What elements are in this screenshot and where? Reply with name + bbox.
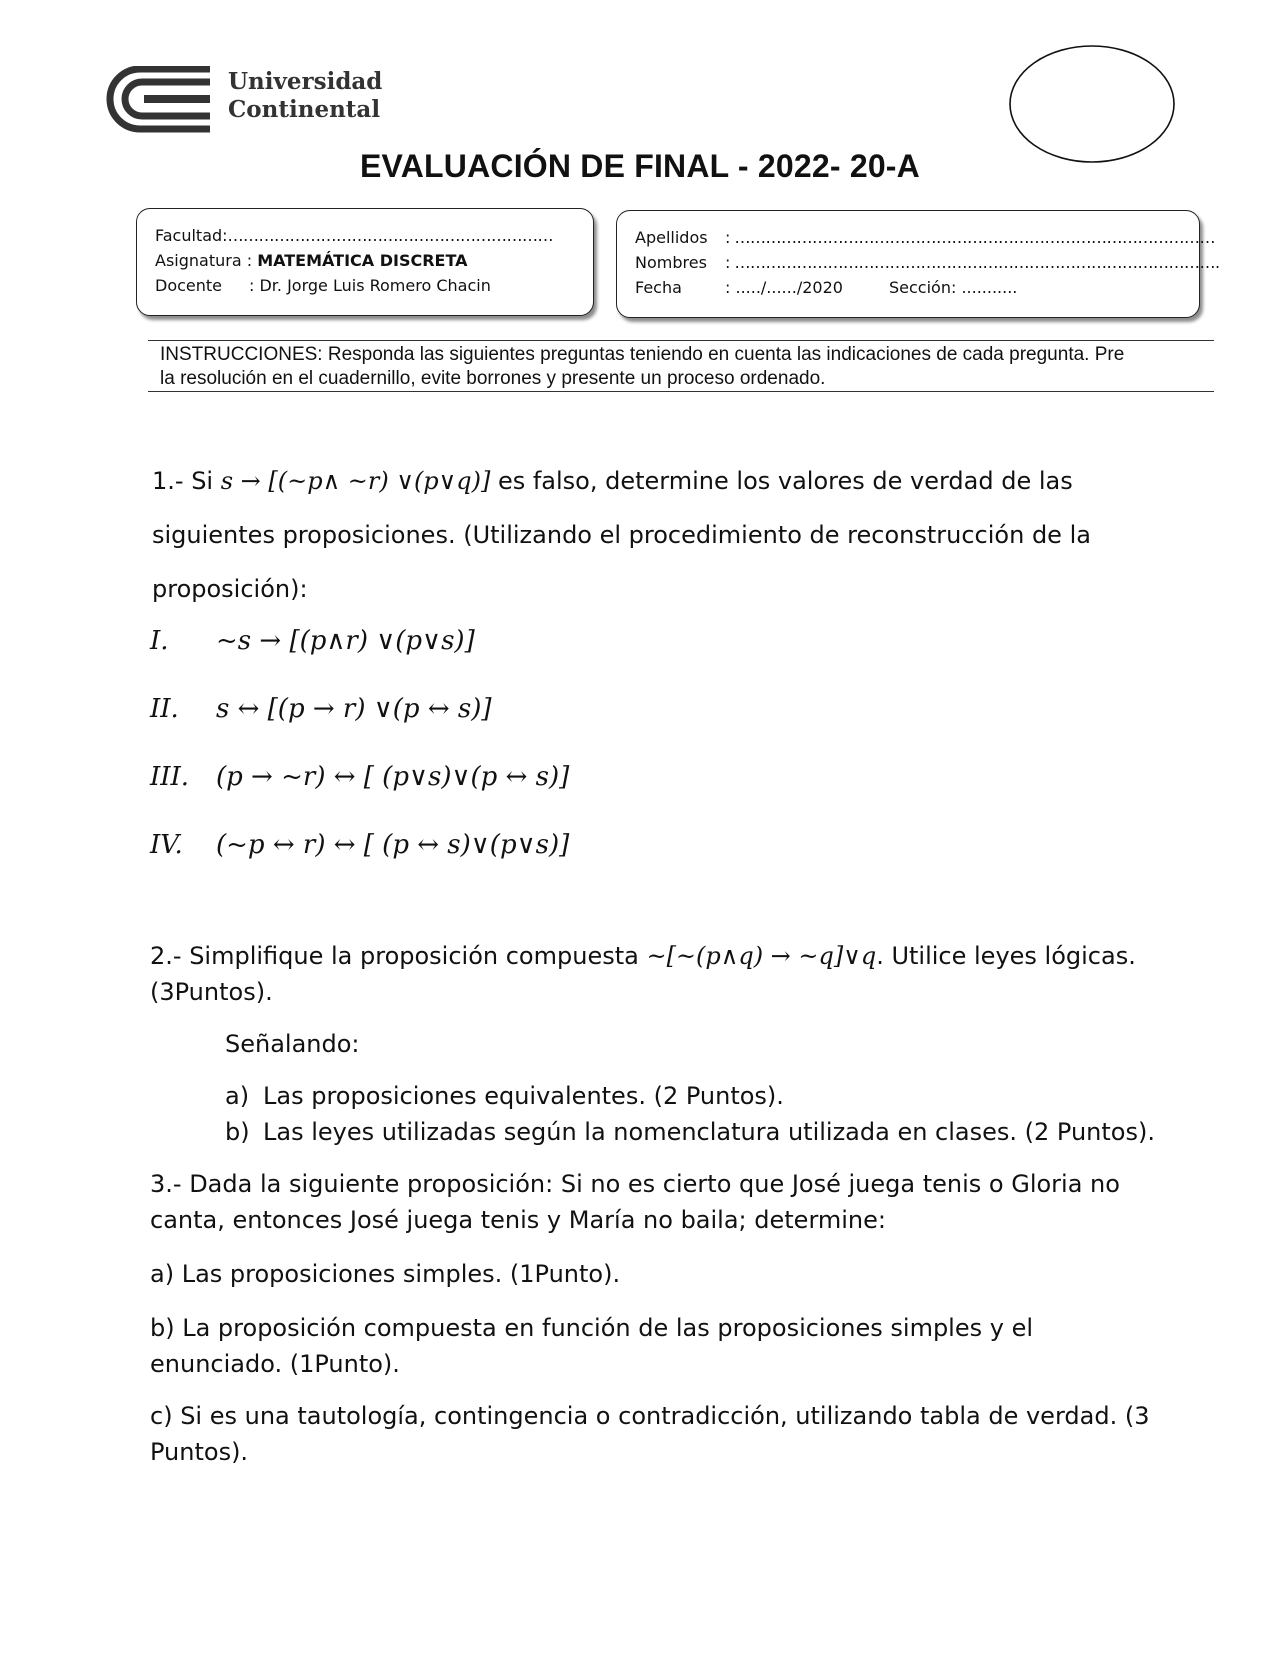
q1-text: es falso, determine los valores de verdad de las siguientes proposiciones. (Utilizando el procedimiento de reconstrucción de la proposición): [152,467,1091,603]
q1-prefix: 1.- Si [152,467,221,495]
facultad-row [155,223,575,248]
q2-part-b-letter: b) [225,1118,250,1146]
instructions [148,340,1214,392]
docente-label: Docente [155,276,223,295]
q1-item-i [150,626,475,656]
continental-logo-icon [106,66,214,134]
q2-formula: ~[~(p∧q) → ~q]∨q [646,942,877,970]
q1-item-formula: s ↔ [(p → r) ∨(p ↔ s)] [216,694,492,724]
course-info-box [136,208,594,316]
q2-part-b-text: Las leyes utilizadas según la nomenclatura utilizada en clases. (2 Puntos). [263,1118,1155,1146]
q2-part-b [225,1118,1155,1146]
q1-item-formula: ~s → [(p∧r) ∨(p∨s)] [216,626,475,656]
student-info-box [616,210,1220,318]
q1-formula: s → [(~p∧ ~r) ∨(p∨q)] [220,467,491,495]
q2-prefix: 2.- Simplifique la proposición compuesta [150,942,647,970]
q1-item-formula: (~p ↔ r) ↔ [ (p ↔ s)∨(p∨s)] [216,830,570,860]
nombres-label: Nombres [635,253,707,272]
q1-item-iii [150,762,569,792]
docente-row [155,273,575,298]
facultad-field[interactable]: ……………………………………………………… [227,226,554,245]
apellidos-label: Apellidos [635,228,708,247]
q1-item-formula: (p → ~r) ↔ [ (p∨s)∨(p ↔ s)] [216,762,570,792]
university-logo [106,62,391,138]
question-2 [150,938,1150,1010]
university-name-line2: Continental [228,96,381,123]
apellidos-row [635,225,1215,250]
q2-suffix: . Utilice leyes lógicas. (3Puntos). [150,942,1136,1006]
asignatura-label: Asignatura : [155,251,258,270]
instructions-line2: la resolución en el cuadernillo, evite borrones y presente un proceso ordenado. [160,368,826,389]
university-name [228,68,382,124]
nombres-field[interactable]: : …………………………………………………………………………………. [725,253,1220,272]
q1-item-ii [150,694,492,724]
q2-part-a [225,1082,784,1110]
q3-part-b: b) La proposición compuesta en función de las proposiciones simples y el enunciado. (1Punto). [150,1314,1034,1378]
q1-item-iv [150,830,569,860]
fecha-field[interactable]: : ...../....../2020 [725,278,843,297]
university-name-line1: Universidad [228,68,383,95]
instructions-line1: INSTRUCCIONES: Responda las siguientes preguntas teniendo en cuenta las indicaciones de cada pregunta. Pre [160,344,1125,365]
apellidos-field[interactable]: : ………………………………………………………………………………… [725,228,1215,247]
nombres-row [635,250,1220,275]
q3-part-c: c) Si es una tautología, contingencia o contradicción, utilizando tabla de verdad. (3 Puntos). [150,1402,1150,1466]
fecha-row [635,275,1181,300]
asignatura-row [155,248,575,273]
seccion-field[interactable]: Sección: ........... [889,278,1018,297]
q2-senalando: Señalando: [225,1030,360,1058]
q2-part-a-letter: a) [225,1082,250,1110]
question-1 [152,454,1152,616]
q1-item-number: I. [150,626,169,656]
q1-item-number: IV. [150,830,183,860]
fecha-label: Fecha [635,278,682,297]
q1-item-number: III. [150,762,190,792]
q2-part-a-text: Las proposiciones equivalentes. (2 Puntos). [263,1082,784,1110]
docente-value: : Dr. Jorge Luis Romero Chacin [249,276,491,295]
question-3: 3.- Dada la siguiente proposición: Si no es cierto que José juega tenis o Gloria no canta, entonces José juega tenis y María no baila; determine: [150,1170,1120,1234]
exam-title: EVALUACIÓN DE FINAL - 2022- 20-A [360,148,920,184]
q3-part-a: a) Las proposiciones simples. (1Punto). [150,1260,621,1288]
facultad-label: Facultad: [155,226,228,245]
asignatura-value: MATEMÁTICA DISCRETA [257,251,468,270]
q1-item-number: II. [150,694,179,724]
